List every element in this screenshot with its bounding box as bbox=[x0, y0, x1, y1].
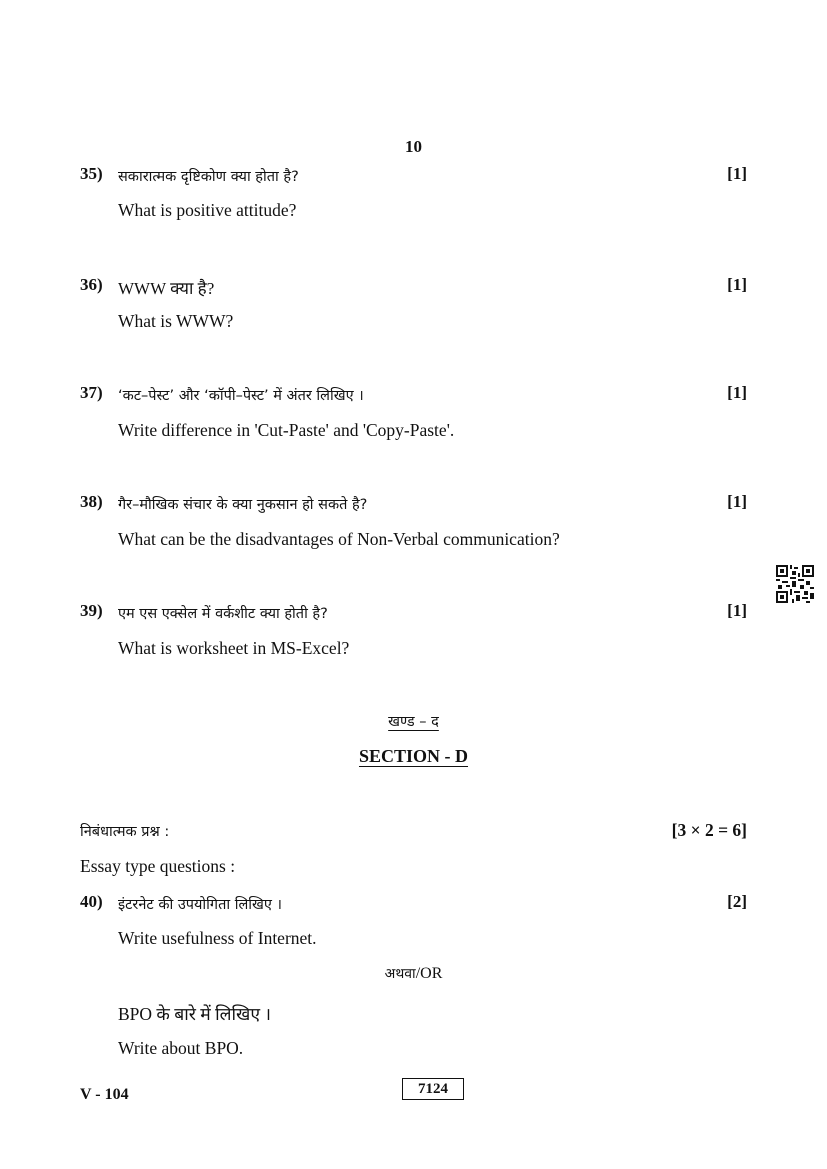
alternate-question-english: Write about BPO. bbox=[118, 1038, 244, 1058]
page-number: 10 bbox=[405, 137, 422, 156]
question-text-english: Write difference in 'Cut-Paste' and 'Copy-Paste'. bbox=[118, 420, 455, 440]
question-text-hindi: गैर–मौखिक संचार के क्या नुकसान हो सकते है? bbox=[118, 497, 368, 513]
qr-code-icon bbox=[776, 565, 814, 603]
question-number: 36) bbox=[80, 275, 103, 294]
instruction-hindi: निबंधात्मक प्रश्न : bbox=[80, 824, 170, 840]
question-number: 35) bbox=[80, 164, 103, 183]
question-text-hindi: WWW क्या है? bbox=[118, 279, 215, 298]
alternate-question-hindi: BPO के बारे में लिखिए । bbox=[118, 1004, 272, 1024]
question-text-hindi: सकारात्मक दृष्टिकोण क्या होता है? bbox=[118, 169, 299, 185]
question-marks: [1] bbox=[727, 164, 747, 183]
section-marks: [3 × 2 = 6] bbox=[671, 820, 747, 840]
question-number: 37) bbox=[80, 383, 103, 402]
question-marks: [2] bbox=[727, 892, 747, 911]
question-text-english: What is WWW? bbox=[118, 311, 234, 331]
question-marks: [1] bbox=[727, 601, 747, 620]
section-title-english: SECTION - D bbox=[358, 746, 469, 766]
question-marks: [1] bbox=[727, 492, 747, 511]
question-number: 38) bbox=[80, 492, 103, 511]
question-number: 40) bbox=[80, 892, 103, 911]
question-text-english: What is positive attitude? bbox=[118, 200, 297, 220]
question-marks: [1] bbox=[727, 383, 747, 402]
paper-code-box: 7124 bbox=[402, 1078, 464, 1100]
question-text-english: What is worksheet in MS-Excel? bbox=[118, 638, 350, 658]
question-text-english: What can be the disadvantages of Non-Verbal communication? bbox=[118, 529, 560, 549]
section-title-hindi: खण्ड – द bbox=[388, 714, 439, 730]
question-text-hindi: ‘कट–पेस्ट’ और ‘कॉपी–पेस्ट’ में अंतर लिखिए । bbox=[118, 388, 364, 404]
question-text-hindi: इंटरनेट की उपयोगिता लिखिए । bbox=[118, 897, 283, 913]
question-text-hindi: एम एस एक्सेल में वर्कशीट क्या होती है? bbox=[118, 606, 328, 622]
question-number: 39) bbox=[80, 601, 103, 620]
question-marks: [1] bbox=[727, 275, 747, 294]
question-text-english: Write usefulness of Internet. bbox=[118, 928, 317, 948]
series-code: V - 104 bbox=[80, 1086, 129, 1103]
instruction-english: Essay type questions : bbox=[80, 856, 236, 876]
or-divider: अथवा/OR bbox=[384, 965, 443, 982]
